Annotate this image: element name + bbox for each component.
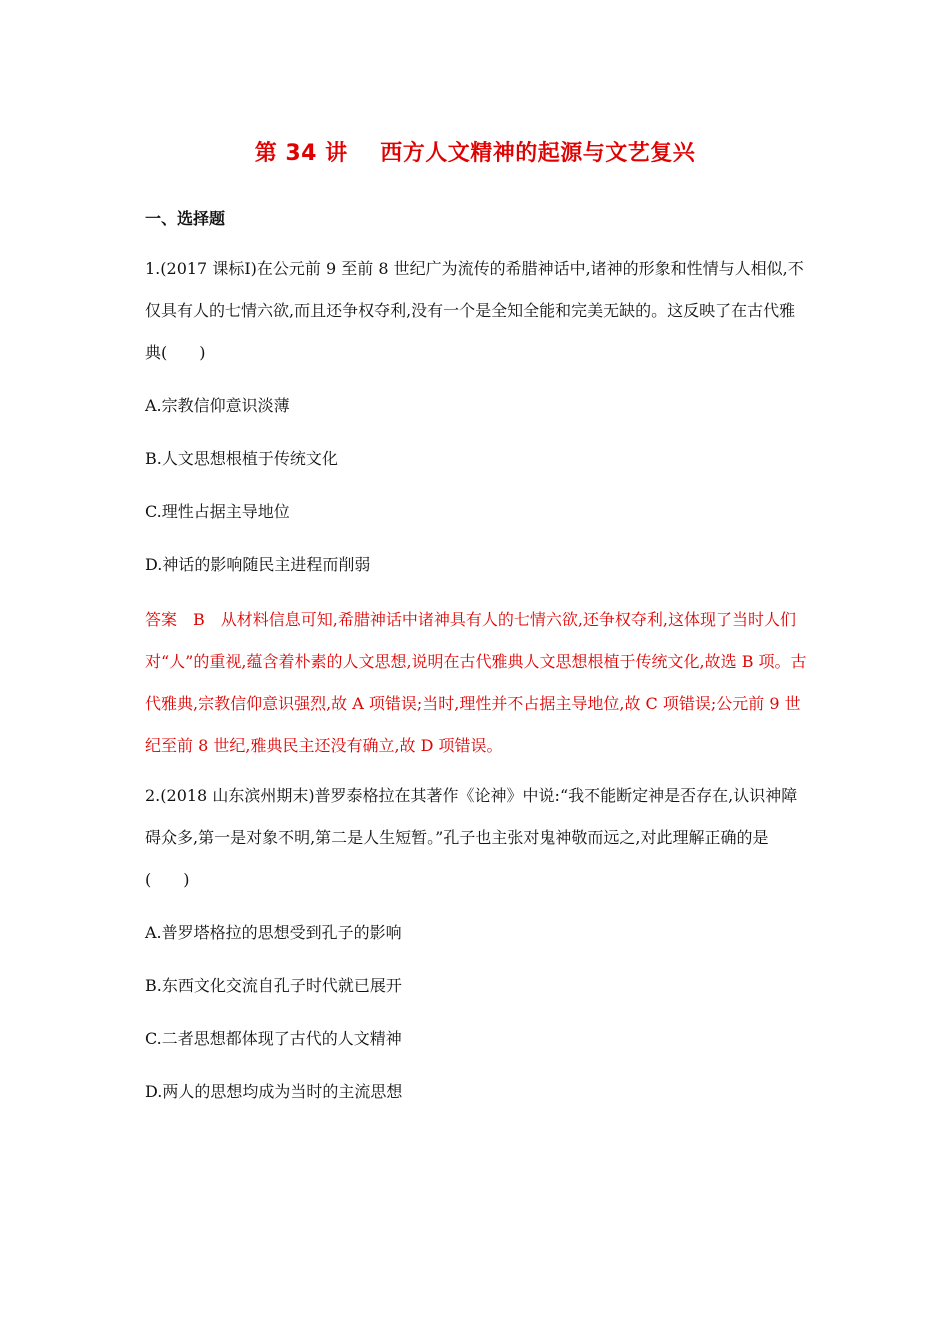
question-1-option-c: C.理性占据主导地位: [145, 502, 290, 521]
question-2-option-a: A.普罗塔格拉的思想受到孔子的影响: [145, 923, 402, 942]
page-title: 第 34 讲 西方人文精神的起源与文艺复兴: [254, 141, 696, 166]
question-2-option-d: D.两人的思想均成为当时的主流思想: [145, 1082, 403, 1101]
question-2-option-c: C.二者思想都体现了古代的人文精神: [145, 1029, 402, 1048]
question-1-option-b: B.人文思想根植于传统文化: [145, 449, 338, 468]
section-heading: 一、选择题: [145, 209, 226, 228]
question-2-stem: 2.(2018 山东滨州期末)普罗泰格拉在其著作《论神》中说:“我不能断定神是否存在,认识神障碍众多,第一是对象不明,第二是人生短暂。”孔子也主张对鬼神敬而远之,对此理解正确的是( ): [145, 786, 798, 889]
question-1-answer: 答案 B 从材料信息可知,希腊神话中诸神具有人的七情六欲,还争权夺利,这体现了当时人们对“人”的重视,蕴含着朴素的人文思想,说明在古代雅典人文思想根植于传统文化,故选 B 项。古代雅典,宗教信仰意识强烈,故 A 项错误;当时,理性并不占据主导地位,故 C 项错误;公元前 9 世纪至前 8 世纪,雅典民主还没有确立,故 D 项错误。: [145, 610, 807, 755]
question-1-option-a: A.宗教信仰意识淡薄: [145, 396, 290, 415]
question-1-option-d: D.神话的影响随民主进程而削弱: [145, 555, 371, 574]
question-2-option-b: B.东西文化交流自孔子时代就已展开: [145, 976, 402, 995]
question-1-stem: 1.(2017 课标Ⅰ)在公元前 9 至前 8 世纪广为流传的希腊神话中,诸神的形象和性情与人相似,不仅具有人的七情六欲,而且还争权夺利,没有一个是全知全能和完美无缺的。这反映了在古代雅典( ): [145, 259, 804, 362]
